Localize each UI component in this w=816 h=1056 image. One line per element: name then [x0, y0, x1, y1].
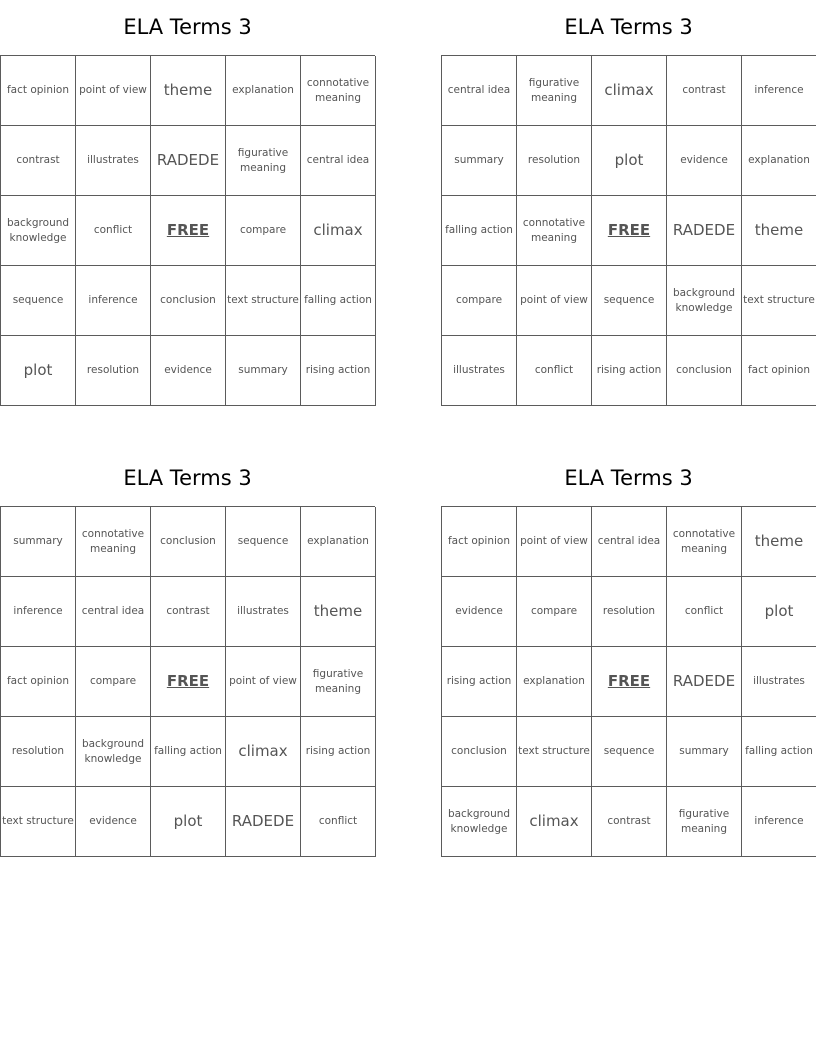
bingo-cell: background knowledge: [667, 266, 742, 336]
bingo-cell: falling action: [442, 196, 517, 266]
bingo-cell: resolution: [76, 336, 151, 406]
bingo-cell: contrast: [151, 577, 226, 647]
bingo-cell: illustrates: [226, 577, 301, 647]
bingo-cell: conflict: [517, 336, 592, 406]
bingo-cell: background knowledge: [442, 787, 517, 857]
bingo-card-3: [0, 451, 375, 857]
bingo-cell: text structure: [226, 266, 301, 336]
bingo-cell: text structure: [517, 717, 592, 787]
bingo-cell: explanation: [301, 507, 376, 577]
bingo-cell: rising action: [301, 336, 376, 406]
bingo-cell: rising action: [442, 647, 517, 717]
bingo-cell: contrast: [667, 56, 742, 126]
bingo-cell: conclusion: [151, 266, 226, 336]
bingo-card-1: [0, 0, 375, 406]
bingo-cell: evidence: [442, 577, 517, 647]
bingo-cell: rising action: [592, 336, 667, 406]
card-title: ELA Terms 3: [564, 466, 693, 490]
bingo-cell: fact opinion: [442, 507, 517, 577]
bingo-cell: conflict: [301, 787, 376, 857]
bingo-cell: connotative meaning: [76, 507, 151, 577]
bingo-cell: theme: [151, 56, 226, 126]
bingo-cell: RADEDE: [667, 647, 742, 717]
bingo-cell: rising action: [301, 717, 376, 787]
bingo-grid: [441, 55, 816, 406]
bingo-card-2: [441, 0, 816, 406]
bingo-cell: point of view: [226, 647, 301, 717]
bingo-cell: text structure: [1, 787, 76, 857]
free-space-cell: FREE: [592, 196, 667, 266]
bingo-cell: summary: [226, 336, 301, 406]
bingo-cell: evidence: [76, 787, 151, 857]
bingo-cell: sequence: [226, 507, 301, 577]
card-title: ELA Terms 3: [564, 15, 693, 39]
bingo-cell: text structure: [742, 266, 816, 336]
bingo-cell: central idea: [592, 507, 667, 577]
bingo-cell: point of view: [76, 56, 151, 126]
bingo-cell: point of view: [517, 266, 592, 336]
bingo-cell: illustrates: [742, 647, 816, 717]
bingo-cell: central idea: [76, 577, 151, 647]
bingo-cell: compare: [442, 266, 517, 336]
bingo-cell: summary: [667, 717, 742, 787]
bingo-cell: compare: [517, 577, 592, 647]
bingo-cell: inference: [742, 56, 816, 126]
bingo-cell: connotative meaning: [301, 56, 376, 126]
bingo-cell: sequence: [592, 266, 667, 336]
bingo-cell: RADEDE: [667, 196, 742, 266]
bingo-cell: plot: [742, 577, 816, 647]
bingo-cell: compare: [76, 647, 151, 717]
card-title: ELA Terms 3: [123, 15, 252, 39]
bingo-cell: conclusion: [442, 717, 517, 787]
bingo-cell: contrast: [592, 787, 667, 857]
bingo-cell: theme: [742, 507, 816, 577]
bingo-cell: sequence: [592, 717, 667, 787]
bingo-cell: point of view: [517, 507, 592, 577]
bingo-cell: climax: [517, 787, 592, 857]
bingo-cell: figurative meaning: [517, 56, 592, 126]
bingo-cell: plot: [151, 787, 226, 857]
bingo-cell: theme: [742, 196, 816, 266]
bingo-cell: explanation: [226, 56, 301, 126]
bingo-cell: sequence: [1, 266, 76, 336]
bingo-grid: [0, 55, 375, 406]
bingo-cell: climax: [592, 56, 667, 126]
bingo-cell: connotative meaning: [517, 196, 592, 266]
bingo-cell: illustrates: [442, 336, 517, 406]
bingo-cell: conflict: [667, 577, 742, 647]
bingo-cell: inference: [742, 787, 816, 857]
bingo-cell: plot: [1, 336, 76, 406]
bingo-cell: background knowledge: [1, 196, 76, 266]
bingo-cell: falling action: [151, 717, 226, 787]
bingo-cell: inference: [1, 577, 76, 647]
bingo-card-4: [441, 451, 816, 857]
bingo-cell: inference: [76, 266, 151, 336]
bingo-cell: falling action: [742, 717, 816, 787]
bingo-cell: falling action: [301, 266, 376, 336]
bingo-grid: [441, 506, 816, 857]
bingo-cell: RADEDE: [226, 787, 301, 857]
bingo-cell: conclusion: [151, 507, 226, 577]
bingo-cell: illustrates: [76, 126, 151, 196]
bingo-cell: figurative meaning: [667, 787, 742, 857]
bingo-cell: summary: [442, 126, 517, 196]
bingo-cell: fact opinion: [1, 56, 76, 126]
bingo-cell: resolution: [517, 126, 592, 196]
free-space-cell: FREE: [151, 647, 226, 717]
bingo-cell: figurative meaning: [226, 126, 301, 196]
bingo-cell: contrast: [1, 126, 76, 196]
bingo-cell: connotative meaning: [667, 507, 742, 577]
bingo-cell: theme: [301, 577, 376, 647]
bingo-cell: evidence: [151, 336, 226, 406]
bingo-cell: summary: [1, 507, 76, 577]
bingo-cell: central idea: [442, 56, 517, 126]
bingo-cell: explanation: [517, 647, 592, 717]
bingo-cell: background knowledge: [76, 717, 151, 787]
free-space-cell: FREE: [151, 196, 226, 266]
bingo-cell: fact opinion: [742, 336, 816, 406]
free-space-cell: FREE: [592, 647, 667, 717]
bingo-cell: fact opinion: [1, 647, 76, 717]
bingo-cell: climax: [226, 717, 301, 787]
bingo-cell: resolution: [1, 717, 76, 787]
bingo-cell: resolution: [592, 577, 667, 647]
bingo-cell: explanation: [742, 126, 816, 196]
bingo-cell: conclusion: [667, 336, 742, 406]
card-title: ELA Terms 3: [123, 466, 252, 490]
bingo-cell: conflict: [76, 196, 151, 266]
bingo-cell: figurative meaning: [301, 647, 376, 717]
bingo-cell: plot: [592, 126, 667, 196]
bingo-cell: RADEDE: [151, 126, 226, 196]
bingo-cell: central idea: [301, 126, 376, 196]
bingo-cell: climax: [301, 196, 376, 266]
bingo-grid: [0, 506, 375, 857]
bingo-cell: evidence: [667, 126, 742, 196]
bingo-cell: compare: [226, 196, 301, 266]
